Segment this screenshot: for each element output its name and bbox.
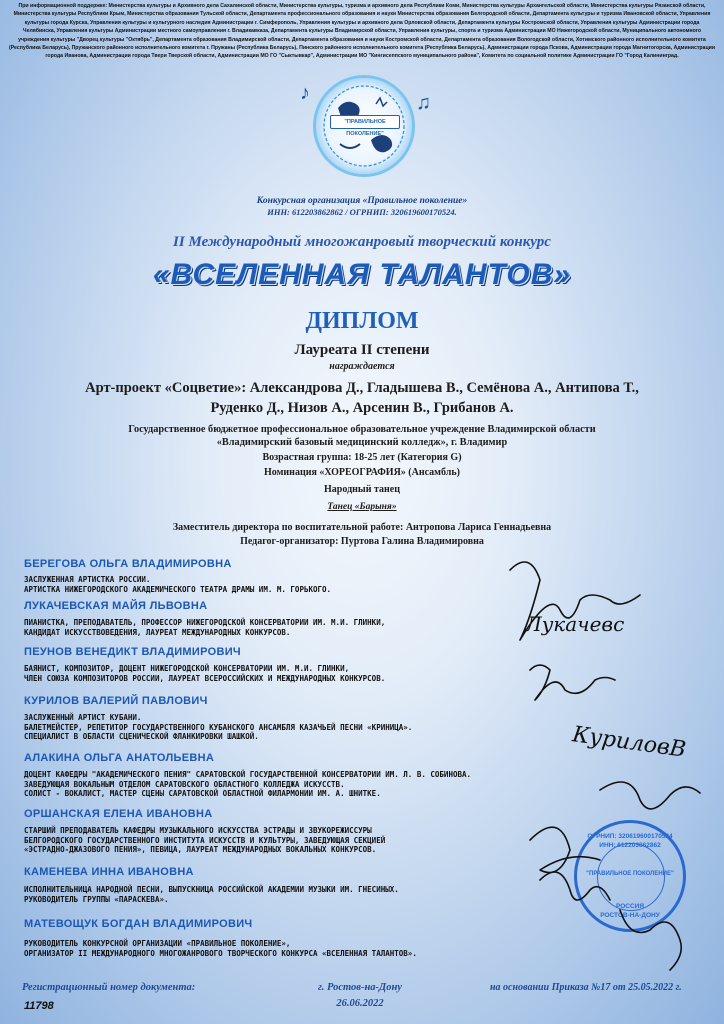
footer-city: г. Ростов-на-Дону (318, 982, 402, 993)
jury-line: СПЕЦИАЛИСТ В ОБЛАСТИ СЦЕНИЧЕСКОЙ ФЛАНКИРОВКИ ШАШКОЙ. (24, 732, 259, 742)
diploma-title: ДИПЛОМ (305, 308, 419, 334)
registration-label: Регистрационный номер документа: (22, 982, 196, 993)
institution (20, 424, 704, 449)
contest-subtitle: II Международный многожанровый творческий конкурс (173, 234, 551, 250)
nomination: Номинация «ХОРЕОГРАФИЯ» (Ансамбль) (264, 467, 460, 478)
age-group: Возрастная группа: 18-25 лет (Категория G) (262, 452, 462, 463)
support-text: При информационной поддержке: Министерства культуры и Архивного дела Сахалинской области, Министерства культуры, туризма и архивного дела Республики Коми, Министерства культуры Архангельской области, Министерства культуры Рязанской области, Министерства культуры Республики Крым, Министерства образования Тульской области, Департамента профессионального образования и науки Министерства образования Белгородской области, Департамента культуры и туризма Ивановской области, Управления культуры города Курска, Управления культуры и культурного наследия Администрации г. Симферополь, Управления культуры и архивного дела Орловской области, Департамента культуры Костромской области, Управления культуры Администрации города Челябинска, Управления культуры Администрации местного самоуправления г. Владикавказа, Департамента культуры Владимирской области, Управления культуры, спорта и туризма Администрации МО Нижегородской области, Муниципального автономного учреждения культуры "Дворец культуры "Октябрь", Департамента образования Владимирской области, Департамента образования и науки Костромской области, Департамента образования Вологодской области, Хотимского районного исполнительного комитета (Республика Беларусь), Пружанского районного исполнительного комитета г. Пружаны (Республика Беларусь), Пинского районного исполнительного комитета (Республика Беларусь), Администрации города Пскова, Администрации города Магнитогорска, Администрации города Иванова, Администрации города Твери Тверской области, Администрации МО ГО "Сыктывкар", Администрации МО "Кингисеппского муниципального района", Комитета по социальной политике Администрации ГО "Город Калининград. (8, 3, 716, 60)
recipient-line: Руденко Д., Низов А., Арсенин В., Грибанов А. (210, 400, 514, 416)
jury-name: БЕРЕГОВА ОЛЬГА ВЛАДИМИРОВНА (24, 558, 232, 570)
jury-name: МАТЕВОЩУК БОГДАН ВЛАДИМИРОВИЧ (24, 918, 253, 930)
jury-line: СОЛИСТ - ВОКАЛИСТ, МАСТЕР СЦЕНЫ САРАТОВСКОЙ ОБЛАСТНОЙ ФИЛАРМОНИИ ИМ. А. ШНИТКЕ. (24, 789, 381, 799)
jury-line: РУКОВОДИТЕЛЬ КОНКУРСНОЙ ОРГАНИЗАЦИИ «ПРАВИЛЬНОЕ ПОКОЛЕНИЕ», (24, 939, 291, 948)
music-note-icon: ♪ (300, 82, 310, 104)
jury-line: БАЯНИСТ, КОМПОЗИТОР, ДОЦЕНТ НИЖЕГОРОДСКОЙ КОНСЕРВАТОРИИ ИМ. М.И. ГЛИНКИ, (24, 664, 350, 673)
signature-kameneva (540, 872, 610, 900)
jury-line: ОРГАНИЗАТОР II МЕЖДУНАРОДНОГО МНОГОЖАНРОВОГО ТВОРЧЕСКОГО КОНКУРСА «ВСЕЛЕННАЯ ТАЛАНТОВ». (24, 948, 417, 958)
signature-peunov (530, 665, 615, 700)
organization-ids: ИНН: 612203862862 / ОГРНИП: 320619600170524. (267, 207, 457, 217)
deputy-director: Заместитель директора по воспитательной работе: Антропова Лариса Геннадьевна (172, 522, 552, 533)
stamp-inn: ИНН: 612203862862 (599, 842, 661, 849)
jury-line: СТАРШИЙ ПРЕПОДАВАТЕЛЬ КАФЕДРЫ МУЗЫКАЛЬНОГО ИСКУССТВА ЭСТРАДЫ И ЗВУКОРЕЖИССУРЫ (24, 826, 372, 835)
jury-line: РУКОВОДИТЕЛЬ ГРУППЫ «ПАРАСКЕВА». (24, 894, 169, 904)
order-reference: на основании Приказа №17 от 25.05.2022 г. (490, 982, 682, 993)
teacher: Педагог-организатор: Пуртова Галина Владимировна (240, 536, 484, 547)
stamp-center: "ПРАВИЛЬНОЕ ПОКОЛЕНИЕ" (586, 871, 674, 877)
signature-lukachevskaya: Лукачевс (525, 612, 625, 636)
jury-line: ИСПОЛНИТЕЛЬНИЦА НАРОДНОЙ ПЕСНИ, ВЫПУСКНИЦА РОССИЙСКОЙ АКАДЕМИИ МУЗЫКИ ИМ. ГНЕСИНЫХ. (24, 885, 399, 894)
jury-line: ПИАНИСТКА, ПРЕПОДАВАТЕЛЬ, ПРОФЕССОР НИЖЕГОРОДСКОЙ КОНСЕРВАТОРИИ ИМ. М.И. ГЛИНКИ, (24, 618, 386, 627)
jury-name: ПЕУНОВ ВЕНЕДИКТ ВЛАДИМИРОВИЧ (24, 646, 241, 658)
registration-number: 11798 (24, 1000, 54, 1012)
signature-kurilov: КуриловВ (570, 722, 688, 763)
jury-line: БАЛЕТМЕЙСТЕР, РЕПЕТИТОР ГОСУДАРСТВЕННОГО КУБАНСКОГО АНСАМБЛЯ КАЗАЧЬЕЙ ПЕСНИ «КРИНИЦА». (24, 722, 413, 732)
signature-matevoshchuk (620, 910, 681, 970)
logo-banner: "ПРАВИЛЬНОЕ ПОКОЛЕНИЕ" (330, 115, 400, 129)
contest-title: «ВСЕЛЕННАЯ ТАЛАНТОВ» (152, 258, 572, 291)
jury-name: КАМЕНЕВА ИННА ИВАНОВНА (24, 866, 194, 878)
organization-name: Конкурсная организация «Правильное поколение» (256, 196, 468, 206)
stamp-country: РОССИЯ (615, 903, 645, 910)
jury-line: ЧЛЕН СОЮЗА КОМПОЗИТОРОВ РОССИИ, ЛАУРЕАТ ВСЕРОССИЙСКИХ И МЕЖДУНАРОДНЫХ КОНКУРСОВ. (24, 673, 386, 683)
jury-line: ДОЦЕНТ КАФЕДРЫ "АКАДЕМИЧЕСКОГО ПЕНИЯ" САРАТОВСКОЙ ГОСУДАРСТВЕННОЙ КОНСЕРВАТОРИИ ИМ. Л. В. СОБИНОВА. (24, 770, 472, 779)
stamp-ogrnip: ОГРНИП: 320619600170524 (587, 833, 673, 840)
music-note-icon: ♫ (416, 92, 431, 114)
recipient (20, 378, 704, 418)
jury-line: ЗАСЛУЖЕННАЯ АРТИСТКА РОССИИ. (24, 575, 151, 584)
footer-date: 26.06.2022 (336, 998, 384, 1009)
jury-name: КУРИЛОВ ВАЛЕРИЙ ПАВЛОВИЧ (24, 695, 208, 707)
recipient-line: Арт-проект «Соцветие»: Александрова Д., Гладышева В., Семёнова А., Антипова Т., (85, 380, 639, 396)
dance-title: Танец «Барыня» (327, 502, 397, 512)
jury-name: ОРШАНСКАЯ ЕЛЕНА ИВАНОВНА (24, 808, 213, 820)
jury-name: АЛАКИНА ОЛЬГА АНАТОЛЬЕВНА (24, 752, 215, 764)
jury-line: «ЭСТРАДНО-ДЖАЗОВОГО ПЕНИЯ», ПЕВИЦА, ЛАУРЕАТ МЕЖДУНАРОДНЫХ ВОКАЛЬНЫХ КОНКУРСОВ. (24, 845, 377, 855)
signature-orshanskaya (530, 827, 600, 872)
signature-alakina (600, 782, 700, 809)
institution-line: «Владимирский базовый медицинский колледж», г. Владимир (216, 436, 508, 448)
jury-line: АРТИСТКА НИЖЕГОРОДСКОГО АКАДЕМИЧЕСКОГО ТЕАТРА ДРАМЫ ИМ. М. ГОРЬКОГО. (24, 584, 332, 594)
stamp-city: РОСТОВ-НА-ДОНУ (600, 912, 660, 919)
diploma-degree: Лауреата II степени (294, 342, 430, 358)
jury-line: БЕЛГОРОДСКОГО ГОСУДАРСТВЕННОГО ИНСТИТУТА ИСКУССТВ И КУЛЬТУРЫ, ЗАВЕДУЮЩАЯ СЕКЦИЕЙ (24, 835, 386, 845)
genre: Народный танец (324, 484, 400, 495)
jury-line: КАНДИДАТ ИСКУССТВОВЕДЕНИЯ, ЛАУРЕАТ МЕЖДУНАРОДНЫХ КОНКУРСОВ. (24, 627, 291, 637)
jury-line: ЗАСЛУЖЕННЫЙ АРТИСТ КУБАНИ. (24, 713, 142, 722)
awarded-label: награждается (329, 361, 395, 372)
jury-name: ЛУКАЧЕВСКАЯ МАЙЯ ЛЬВОВНА (24, 600, 208, 612)
institution-line: Государственное бюджетное профессиональное образовательное учреждение Владимирской области (128, 424, 596, 435)
jury-line: ЗАВЕДУЮЩАЯ ВОКАЛЬНЫМ ОТДЕЛОМ САРАТОВСКОГО ОБЛАСТНОГО КОЛЛЕДЖА ИСКУССТВ. (24, 779, 345, 789)
